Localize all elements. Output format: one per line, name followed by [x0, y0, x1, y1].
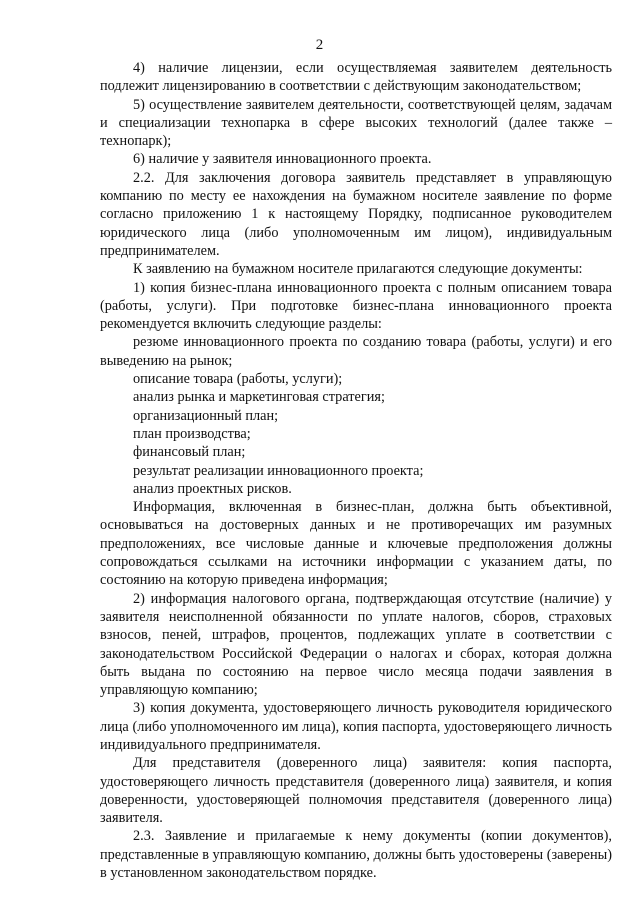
- paragraph-license: 4) наличие лицензии, если осуществляемая заявителем деятельность подлежит лицензированию в соответствии с действующим законодательством;: [100, 60, 612, 95]
- list-item-product-description: описание товара (работы, услуги);: [133, 371, 343, 388]
- paragraph-business-plan-info: Информация, включенная в бизнес-план, должна быть объективной, основываться на достоверных данных и не противоречащих им разумных предположениях, все числовые данные и ключевые предположения должны сопровождаться ссылками на источники информации с указанием даты, по состоянию на которую приведена информация;: [100, 499, 612, 589]
- paragraph-innovation-project: 6) наличие у заявителя инновационного проекта.: [133, 151, 432, 168]
- list-item-resume: резюме инновационного проекта по созданию товара (работы, услуги) и его выведению на рынок;: [100, 334, 612, 369]
- paragraph-tax-info: 2) информация налогового органа, подтверждающая отсутствие (наличие) у заявителя неисполненной обязанности по уплате налогов, сборов, страховых взносов, пеней, штрафов, процентов, подлежащих уплате в соответствии с законодательством Российской Федерации о налогах и сборах, которая должна быть выдана по состоянию на первое число месяца подачи заявления в управляющую компанию;: [100, 590, 612, 699]
- list-item-organizational-plan: организационный план;: [133, 407, 279, 424]
- document-body: [100, 59, 612, 882]
- paragraph-activity: 5) осуществление заявителем деятельности, соответствующей целям, задачам и специализации технопарка в сфере высоких технологий (далее также – технопарк);: [100, 96, 612, 150]
- paragraph-2-3: 2.3. Заявление и прилагаемые к нему документы (копии документов), представленные в управляющую компанию, должны быть удостоверены (заверены) в установленном законодательством порядке.: [100, 828, 612, 882]
- paragraph-2-2: 2.2. Для заключения договора заявитель представляет в управляющую компанию по месту ее нахождения на бумажном носителе заявление по форме согласно приложению 1 к настоящему Порядку, подписанное руководителем юридического лица (либо уполномоченным им лицом), индивидуальным предпринимателем.: [100, 169, 612, 259]
- paragraph-attachments-intro: К заявлению на бумажном носителе прилагаются следующие документы:: [133, 261, 583, 278]
- paragraph-business-plan: 1) копия бизнес-плана инновационного проекта с полным описанием товара (работы, услуги). При подготовке бизнес-плана инновационного проекта рекомендуется включить следующие разделы:: [100, 279, 612, 333]
- list-item-financial-plan: финансовый план;: [133, 444, 246, 461]
- list-item-risk-analysis: анализ проектных рисков.: [133, 480, 292, 497]
- list-item-production-plan: план производства;: [133, 425, 251, 442]
- paragraph-identity-copy: 3) копия документа, удостоверяющего личность руководителя юридического лица (либо уполномоченного им лица), копия паспорта, удостоверяющего личность индивидуального предпринимателя.: [100, 700, 612, 753]
- list-item-project-result: результат реализации инновационного проекта;: [133, 462, 424, 479]
- page-number: 2: [315, 37, 324, 53]
- list-item-market-analysis: анализ рынка и маркетинговая стратегия;: [133, 389, 385, 406]
- paragraph-representative: Для представителя (доверенного лица) заявителя: копия паспорта, удостоверяющего личность представителя (доверенного лица) заявителя, и копия доверенности, удостоверяющей полномочия представителя (доверенного лица) заявителя.: [100, 755, 612, 827]
